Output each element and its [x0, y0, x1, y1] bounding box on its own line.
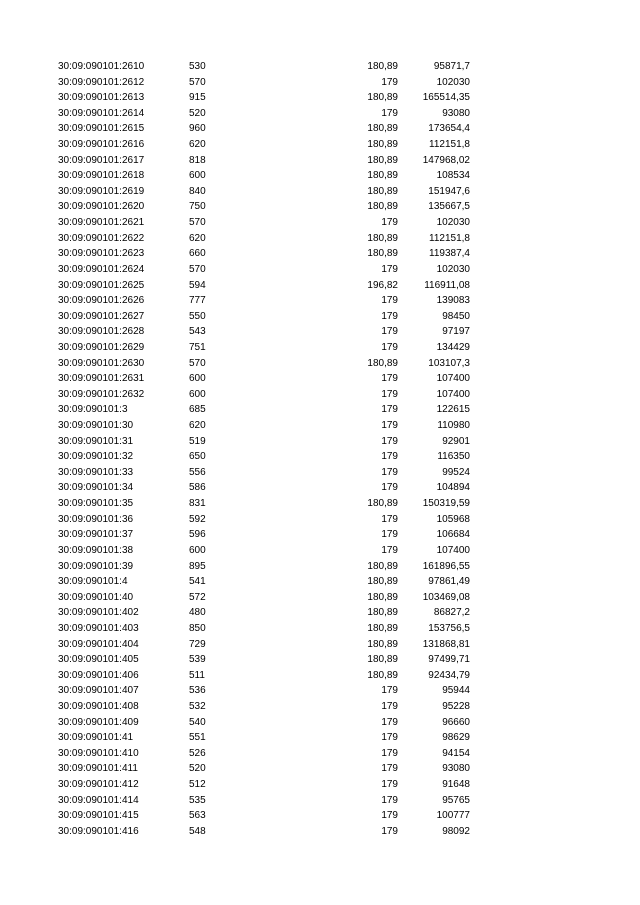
- cadastral-number-cell: 30:09:090101:2615: [58, 123, 145, 135]
- rate-cell: 180,89: [367, 654, 398, 666]
- value-cell: 102030: [436, 263, 470, 275]
- rate-cell: 179: [381, 451, 398, 463]
- table-row: [0, 293, 640, 309]
- value-cell: 110980: [437, 420, 470, 432]
- value-cell: 134429: [436, 341, 470, 353]
- spreadsheet-table: [0, 59, 640, 839]
- rate-cell: 179: [381, 700, 398, 712]
- area-cell: 840: [189, 185, 206, 197]
- rate-cell: 180,89: [367, 170, 398, 182]
- rate-cell: 179: [381, 435, 398, 447]
- cadastral-number-cell: 30:09:090101:2630: [58, 357, 145, 369]
- value-cell: 119387,4: [429, 248, 470, 260]
- area-cell: 530: [189, 61, 206, 72]
- cadastral-number-cell: 30:09:090101:2617: [58, 154, 145, 166]
- value-cell: 86827,2: [433, 607, 470, 619]
- area-cell: 480: [189, 607, 206, 619]
- table-row: [0, 215, 640, 231]
- cadastral-number-cell: 30:09:090101:2621: [58, 217, 145, 229]
- value-cell: 102030: [436, 217, 470, 229]
- area-cell: 570: [189, 217, 206, 229]
- rate-cell: 179: [381, 529, 398, 541]
- value-cell: 107400: [436, 388, 470, 400]
- value-cell: 98629: [442, 732, 470, 744]
- value-cell: 95228: [442, 700, 470, 712]
- rate-cell: 179: [381, 747, 398, 759]
- area-cell: 570: [189, 357, 206, 369]
- cadastral-number-cell: 30:09:090101:30: [58, 420, 134, 432]
- area-cell: 563: [189, 810, 206, 822]
- rate-cell: 180,89: [367, 139, 398, 151]
- cadastral-number-cell: 30:09:090101:34: [58, 482, 134, 494]
- value-cell: 116350: [437, 451, 470, 463]
- area-cell: 620: [189, 420, 206, 432]
- cadastral-number-cell: 30:09:090101:2627: [58, 310, 145, 322]
- value-cell: 131868,81: [422, 638, 470, 650]
- area-cell: 570: [189, 263, 206, 275]
- rate-cell: 179: [381, 388, 398, 400]
- value-cell: 94154: [442, 747, 470, 759]
- table-row: [0, 199, 640, 215]
- table-row: [0, 387, 640, 403]
- area-cell: 600: [189, 544, 206, 556]
- cadastral-number-cell: 30:09:090101:2616: [58, 139, 145, 151]
- area-cell: 750: [189, 201, 206, 213]
- value-cell: 97197: [442, 326, 470, 338]
- rate-cell: 179: [381, 513, 398, 525]
- rate-cell: 179: [381, 825, 398, 837]
- table-row: [0, 90, 640, 106]
- area-cell: 512: [189, 779, 206, 791]
- area-cell: 915: [189, 92, 206, 104]
- cadastral-number-cell: 30:09:090101:410: [58, 747, 139, 759]
- value-cell: 102030: [436, 76, 470, 88]
- area-cell: 570: [189, 76, 206, 88]
- area-cell: 600: [189, 373, 206, 385]
- rate-cell: 179: [381, 295, 398, 307]
- cadastral-number-cell: 30:09:090101:41: [58, 732, 134, 744]
- table-row: [0, 371, 640, 387]
- area-cell: 960: [189, 123, 206, 135]
- cadastral-number-cell: 30:09:090101:412: [58, 779, 139, 791]
- cadastral-number-cell: 30:09:090101:2612: [58, 76, 145, 88]
- cadastral-number-cell: 30:09:090101:2619: [58, 185, 145, 197]
- rate-cell: 179: [381, 763, 398, 775]
- cadastral-number-cell: 30:09:090101:35: [58, 498, 134, 510]
- rate-cell: 180,89: [367, 638, 398, 650]
- table-row: [0, 824, 640, 840]
- cadastral-number-cell: 30:09:090101:407: [58, 685, 139, 697]
- rate-cell: 179: [381, 544, 398, 556]
- cadastral-number-cell: 30:09:090101:406: [58, 669, 139, 681]
- table-row: [0, 512, 640, 528]
- table-row: [0, 793, 640, 809]
- area-cell: 532: [189, 700, 206, 712]
- value-cell: 151947,6: [428, 185, 470, 197]
- rate-cell: 179: [381, 732, 398, 744]
- area-cell: 592: [189, 513, 206, 525]
- rate-cell: 180,89: [367, 669, 398, 681]
- table-row: [0, 761, 640, 777]
- table-row: [0, 184, 640, 200]
- table-row: [0, 496, 640, 512]
- table-row: [0, 637, 640, 653]
- value-cell: 93080: [442, 763, 470, 775]
- value-cell: 95944: [442, 685, 470, 697]
- value-cell: 98450: [442, 310, 470, 322]
- value-cell: 116911,08: [424, 279, 470, 291]
- table-row: [0, 777, 640, 793]
- rate-cell: 180,89: [367, 232, 398, 244]
- rate-cell: 179: [381, 810, 398, 822]
- rate-cell: 179: [381, 420, 398, 432]
- area-cell: 895: [189, 560, 206, 572]
- value-cell: 147968,02: [422, 154, 470, 166]
- rate-cell: 196,82: [367, 279, 398, 291]
- rate-cell: 179: [381, 404, 398, 416]
- value-cell: 95871,7: [433, 61, 470, 72]
- table-row: [0, 730, 640, 746]
- rate-cell: 179: [381, 341, 398, 353]
- table-row: [0, 683, 640, 699]
- table-row: [0, 652, 640, 668]
- area-cell: 620: [189, 232, 206, 244]
- rate-cell: 179: [381, 482, 398, 494]
- value-cell: 165514,35: [422, 92, 470, 104]
- table-row: [0, 246, 640, 262]
- table-row: [0, 668, 640, 684]
- table-row: [0, 590, 640, 606]
- rate-cell: 179: [381, 794, 398, 806]
- area-cell: 556: [189, 466, 206, 478]
- cadastral-number-cell: 30:09:090101:414: [58, 794, 139, 806]
- cadastral-number-cell: 30:09:090101:405: [58, 654, 139, 666]
- table-row: [0, 465, 640, 481]
- cadastral-number-cell: 30:09:090101:403: [58, 622, 139, 634]
- table-row: [0, 808, 640, 824]
- value-cell: 91648: [442, 779, 470, 791]
- value-cell: 112151,8: [429, 139, 470, 151]
- area-cell: 831: [189, 498, 206, 510]
- area-cell: 660: [189, 248, 206, 260]
- cadastral-number-cell: 30:09:090101:2623: [58, 248, 145, 260]
- table-row: [0, 418, 640, 434]
- table-row: [0, 527, 640, 543]
- rate-cell: 180,89: [367, 61, 398, 72]
- table-row: [0, 605, 640, 621]
- value-cell: 98092: [442, 825, 470, 837]
- rate-cell: 179: [381, 716, 398, 728]
- area-cell: 620: [189, 139, 206, 151]
- rate-cell: 180,89: [367, 498, 398, 510]
- value-cell: 95765: [442, 794, 470, 806]
- value-cell: 161896,55: [422, 560, 470, 572]
- cadastral-number-cell: 30:09:090101:33: [58, 466, 134, 478]
- rate-cell: 179: [381, 217, 398, 229]
- value-cell: 135667,5: [428, 201, 470, 213]
- area-cell: 511: [189, 669, 205, 681]
- rate-cell: 179: [381, 373, 398, 385]
- area-cell: 550: [189, 310, 206, 322]
- area-cell: 650: [189, 451, 206, 463]
- cadastral-number-cell: 30:09:090101:3: [58, 404, 128, 416]
- rate-cell: 180,89: [367, 154, 398, 166]
- rate-cell: 179: [381, 263, 398, 275]
- area-cell: 818: [189, 154, 206, 166]
- table-row: [0, 106, 640, 122]
- area-cell: 729: [189, 638, 206, 650]
- table-row: [0, 356, 640, 372]
- value-cell: 99524: [442, 466, 470, 478]
- cadastral-number-cell: 30:09:090101:2631: [58, 373, 145, 385]
- value-cell: 107400: [436, 373, 470, 385]
- area-cell: 519: [189, 435, 206, 447]
- table-row: [0, 559, 640, 575]
- table-row: [0, 746, 640, 762]
- rate-cell: 180,89: [367, 622, 398, 634]
- cadastral-number-cell: 30:09:090101:2618: [58, 170, 145, 182]
- area-cell: 685: [189, 404, 206, 416]
- table-row: [0, 168, 640, 184]
- rate-cell: 180,89: [367, 92, 398, 104]
- table-row: [0, 574, 640, 590]
- cadastral-number-cell: 30:09:090101:2622: [58, 232, 145, 244]
- rate-cell: 180,89: [367, 591, 398, 603]
- area-cell: 536: [189, 685, 206, 697]
- table-row: [0, 449, 640, 465]
- area-cell: 850: [189, 622, 206, 634]
- value-cell: 105968: [436, 513, 470, 525]
- cadastral-number-cell: 30:09:090101:416: [58, 825, 139, 837]
- rate-cell: 179: [381, 326, 398, 338]
- rate-cell: 180,89: [367, 560, 398, 572]
- value-cell: 100777: [436, 810, 470, 822]
- value-cell: 103469,08: [422, 591, 470, 603]
- cadastral-number-cell: 30:09:090101:411: [58, 763, 138, 775]
- table-row: [0, 231, 640, 247]
- cadastral-number-cell: 30:09:090101:2625: [58, 279, 145, 291]
- table-row: [0, 121, 640, 137]
- cadastral-number-cell: 30:09:090101:402: [58, 607, 139, 619]
- area-cell: 543: [189, 326, 206, 338]
- cadastral-number-cell: 30:09:090101:409: [58, 716, 139, 728]
- table-row: [0, 402, 640, 418]
- area-cell: 520: [189, 107, 206, 119]
- value-cell: 150319,59: [422, 498, 470, 510]
- table-row: [0, 543, 640, 559]
- rate-cell: 180,89: [367, 185, 398, 197]
- area-cell: 600: [189, 170, 206, 182]
- area-cell: 600: [189, 388, 206, 400]
- rate-cell: 179: [381, 310, 398, 322]
- rate-cell: 180,89: [367, 248, 398, 260]
- table-row: [0, 434, 640, 450]
- cadastral-number-cell: 30:09:090101:404: [58, 638, 139, 650]
- table-row: [0, 340, 640, 356]
- area-cell: 594: [189, 279, 206, 291]
- rate-cell: 180,89: [367, 123, 398, 135]
- area-cell: 541: [189, 576, 206, 588]
- cadastral-number-cell: 30:09:090101:415: [58, 810, 139, 822]
- area-cell: 548: [189, 825, 206, 837]
- table-row: [0, 715, 640, 731]
- cadastral-number-cell: 30:09:090101:37: [58, 529, 134, 541]
- cadastral-number-cell: 30:09:090101:408: [58, 700, 139, 712]
- value-cell: 108534: [436, 170, 470, 182]
- cadastral-number-cell: 30:09:090101:38: [58, 544, 134, 556]
- table-row: [0, 75, 640, 91]
- value-cell: 104894: [436, 482, 470, 494]
- value-cell: 173654,4: [428, 123, 470, 135]
- value-cell: 92901: [442, 435, 470, 447]
- table-row: [0, 699, 640, 715]
- cadastral-number-cell: 30:09:090101:2629: [58, 341, 145, 353]
- area-cell: 535: [189, 794, 206, 806]
- cadastral-number-cell: 30:09:090101:2628: [58, 326, 145, 338]
- area-cell: 751: [189, 341, 206, 353]
- rate-cell: 180,89: [367, 576, 398, 588]
- table-row: [0, 621, 640, 637]
- cadastral-number-cell: 30:09:090101:39: [58, 560, 134, 572]
- rate-cell: 180,89: [367, 357, 398, 369]
- cadastral-number-cell: 30:09:090101:40: [58, 591, 134, 603]
- cadastral-number-cell: 30:09:090101:2620: [58, 201, 145, 213]
- table-row: [0, 309, 640, 325]
- cadastral-number-cell: 30:09:090101:2626: [58, 295, 145, 307]
- area-cell: 539: [189, 654, 206, 666]
- value-cell: 97861,49: [428, 576, 470, 588]
- area-cell: 526: [189, 747, 206, 759]
- area-cell: 572: [189, 591, 206, 603]
- cadastral-number-cell: 30:09:090101:2614: [58, 107, 145, 119]
- table-row: [0, 153, 640, 169]
- value-cell: 122615: [436, 404, 470, 416]
- rate-cell: 179: [381, 107, 398, 119]
- area-cell: 586: [189, 482, 206, 494]
- cadastral-number-cell: 30:09:090101:2632: [58, 388, 145, 400]
- area-cell: 551: [189, 732, 206, 744]
- table-row: [0, 59, 640, 75]
- value-cell: 103107,3: [428, 357, 470, 369]
- cadastral-number-cell: 30:09:090101:2610: [58, 61, 145, 72]
- area-cell: 520: [189, 763, 206, 775]
- value-cell: 112151,8: [429, 232, 470, 244]
- cadastral-number-cell: 30:09:090101:36: [58, 513, 134, 525]
- value-cell: 139083: [436, 295, 470, 307]
- table-row: [0, 480, 640, 496]
- value-cell: 153756,5: [428, 622, 470, 634]
- rate-cell: 179: [381, 685, 398, 697]
- cadastral-number-cell: 30:09:090101:2624: [58, 263, 145, 275]
- value-cell: 92434,79: [428, 669, 470, 681]
- value-cell: 97499,71: [428, 654, 470, 666]
- table-row: [0, 278, 640, 294]
- cadastral-number-cell: 30:09:090101:31: [58, 435, 134, 447]
- area-cell: 777: [189, 295, 206, 307]
- cadastral-number-cell: 30:09:090101:2613: [58, 92, 145, 104]
- area-cell: 540: [189, 716, 206, 728]
- table-row: [0, 262, 640, 278]
- table-row: [0, 137, 640, 153]
- value-cell: 93080: [442, 107, 470, 119]
- rate-cell: 179: [381, 466, 398, 478]
- cadastral-number-cell: 30:09:090101:32: [58, 451, 134, 463]
- value-cell: 106684: [436, 529, 470, 541]
- area-cell: 596: [189, 529, 206, 541]
- value-cell: 96660: [442, 716, 470, 728]
- rate-cell: 179: [381, 76, 398, 88]
- cadastral-number-cell: 30:09:090101:4: [58, 576, 128, 588]
- table-row: [0, 324, 640, 340]
- value-cell: 107400: [436, 544, 470, 556]
- rate-cell: 179: [381, 779, 398, 791]
- rate-cell: 180,89: [367, 607, 398, 619]
- rate-cell: 180,89: [367, 201, 398, 213]
